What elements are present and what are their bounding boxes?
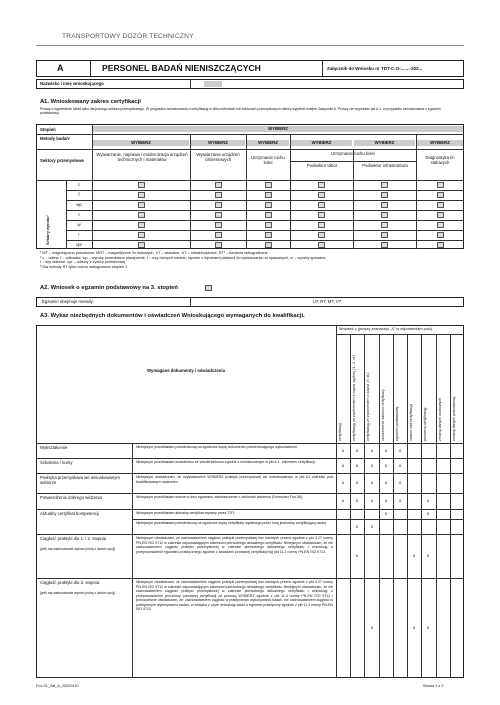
a3-mark[interactable]: x bbox=[355, 448, 359, 453]
a3-mark[interactable]: x bbox=[398, 463, 402, 468]
sector-checkbox[interactable] bbox=[265, 202, 272, 208]
sector-checkbox[interactable] bbox=[318, 212, 325, 218]
exam-value: UT, RT, MT, VT bbox=[312, 299, 342, 304]
a3-row-text: Niniejszym przedkładam ważne w dniu egzaminu zaświadczenie o zdolności widzenia (Formularz Fco-36). bbox=[136, 495, 304, 499]
sector-checkbox[interactable] bbox=[318, 242, 325, 248]
header-divider bbox=[36, 45, 464, 46]
footer-code: Fco-01_Zal_A_20200110 bbox=[36, 684, 79, 688]
section-title: PERSONEL BADAŃ NIENISZCZĄCYCH bbox=[102, 63, 261, 73]
row-label-wp: wp bbox=[76, 202, 82, 207]
attachment-number: Załącznik do Wniosku nr TDT-C-O-.......-202... bbox=[327, 66, 423, 71]
name-input[interactable] bbox=[204, 81, 222, 87]
a3-mark[interactable]: x bbox=[355, 498, 359, 503]
a3-col-head: zmianę danych osobowych bbox=[438, 397, 442, 441]
sub-head-infra: Podsektor infrastruktura bbox=[362, 163, 408, 168]
sector-checkbox[interactable] bbox=[265, 242, 272, 248]
metoda-select-5[interactable]: WYBIERZ bbox=[354, 140, 415, 146]
sector-checkbox[interactable] bbox=[138, 192, 145, 198]
sector-checkbox[interactable] bbox=[138, 242, 145, 248]
sector-checkbox[interactable] bbox=[215, 242, 222, 248]
a3-col-head: ponowną certyfikację bbox=[423, 407, 427, 441]
a3-mark[interactable]: x bbox=[384, 448, 388, 453]
a3-mark[interactable]: x bbox=[355, 480, 359, 485]
a3-mark[interactable]: x bbox=[412, 625, 416, 630]
wyroby-label: Sektory wyrobu² bbox=[46, 215, 50, 245]
metoda-select-3[interactable]: WYBIERZ bbox=[247, 140, 289, 146]
sector-checkbox[interactable] bbox=[318, 232, 325, 238]
a3-row-text: Niniejszym przedkładam potwierdzoną na zgodność kopię dokumentu potwierdzającego wykształcenie. bbox=[136, 445, 299, 449]
sector-checkbox[interactable] bbox=[215, 202, 222, 208]
a3-mark[interactable]: x bbox=[426, 553, 430, 558]
sub-head-tabor: Podsektor tabor bbox=[306, 163, 338, 168]
sector-checkbox[interactable] bbox=[381, 202, 388, 208]
a3-mark[interactable]: x bbox=[355, 553, 359, 558]
a3-mark[interactable]: x bbox=[355, 463, 359, 468]
sector-checkbox[interactable] bbox=[138, 232, 145, 238]
a3-mark[interactable]: x bbox=[398, 448, 402, 453]
a1-note: Proszę o wypełnienie tabeli tylko dla jednego sektora przemysłowego. W przypadku wnioskowania o certyfikację w kilku metodach lub sektorach przemysłowych należy wypełnić kolejne Załączniki A. Proszę nie wypełniać pkt A.1. w przypadku wnioskowania o egzamin podstawowy. bbox=[40, 107, 441, 116]
sector-checkbox[interactable] bbox=[265, 212, 272, 218]
metoda-select-6[interactable]: WYBIERZ bbox=[417, 140, 463, 146]
a3-col-head: certyfikację ze zwolnieniem z części (3. st.) bbox=[366, 372, 370, 441]
a3-mark[interactable]: x bbox=[370, 625, 374, 630]
a3-row-label: Ciągłość praktyki dla 1. i 2. stopnia bbox=[40, 536, 107, 541]
section-letter: A bbox=[57, 63, 64, 73]
a3-mark[interactable]: x bbox=[398, 498, 402, 503]
sector-checkbox[interactable] bbox=[437, 202, 444, 208]
a3-col-head: egzamin podstawowy bbox=[395, 406, 399, 441]
a3-col-head: rozszerzenie zakresu certyfikacji bbox=[381, 389, 385, 441]
a3-row-text: Niniejszym oświadczam, że zachowałam/em ciągłość praktyki przemysłowej bez istotnych przerw zgodnie z pkt 3.27 normy PN-EN ISO 9712 w zakresie odpowiadającym zakresowi pierwotnego aktualnego certyfikatu. Niniejszym oświadczam, że nie zachowałam/em ciągłość praktyki przemysłowej w zakresie pierwotnego aktualnego certyfikatu i wnioskuję o przeprowadzenie procedury ponownej certyfikacji za pomocą WYBIERZ zgodnie z pkt 11.3 normy PN-EN ISO 9712 i jednocześnie oświadczam, że: zachowałam/em ciągłość w praktycznym wykonywaniu badań. nie zachowałam/em ciągłość w praktycznym wykonywaniu badań, w związku z czym wnioskuję także o egzamin praktyczny zgodnie z pkt 11.3 normy PN-EN ISO 9712. bbox=[136, 580, 333, 611]
a2-title: A2. Wniosek o egzamin podstawowy na 3. stopień bbox=[40, 285, 178, 291]
sector-checkbox[interactable] bbox=[265, 222, 272, 228]
sector-checkbox[interactable] bbox=[437, 242, 444, 248]
sector-checkbox[interactable] bbox=[381, 182, 388, 188]
metoda-select-1[interactable]: WYBIERZ bbox=[93, 140, 189, 146]
sector-checkbox[interactable] bbox=[318, 222, 325, 228]
sector-checkbox[interactable] bbox=[381, 232, 388, 238]
footnote-1: ¹ MT – magnetyczno-proszkowe, MRT – magnetyczne lin stalowych, VT – wizualne, UT – ultradźwiękowe, RT³ – badania radiograficzne bbox=[40, 251, 268, 255]
footnote-3: ³ Dla metody RT tylko ocena radiogramów stopień 2. bbox=[40, 264, 129, 269]
a3-col-head: zmianę danych pracodawcy bbox=[452, 396, 456, 441]
sector-checkbox[interactable] bbox=[215, 222, 222, 228]
a3-mark[interactable]: x bbox=[426, 625, 430, 630]
a3-mark[interactable]: x bbox=[355, 524, 359, 529]
a3-mark[interactable]: x bbox=[426, 498, 430, 503]
row-label-t: t bbox=[78, 212, 80, 217]
sector-head-1: Wytwarzanie, naprawa i modernizacja urządzeń technicznych i materiałów bbox=[96, 152, 188, 163]
a3-row-text: Niniejszym oświadczam, że uzyskałam/em WYBIERZ praktyki przemysłowej we wnioskowanym w pkt A1 zakresie pod kwalifikowanym nadzorem. bbox=[136, 475, 333, 484]
sector-checkbox[interactable] bbox=[215, 212, 222, 218]
sector-checkbox[interactable] bbox=[215, 182, 222, 188]
a3-mark[interactable]: x bbox=[384, 511, 388, 516]
a3-mark[interactable]: x bbox=[370, 524, 374, 529]
sector-head-3: Utrzymanie ruchu kolei bbox=[251, 155, 285, 166]
sector-checkbox[interactable] bbox=[265, 192, 272, 198]
sector-head-5: Diagnostyka lin stalowych bbox=[425, 155, 455, 166]
metoda-select-4[interactable]: WYBIERZ bbox=[291, 140, 352, 146]
sector-checkbox[interactable] bbox=[437, 182, 444, 188]
a3-row-label: Szkolenia / kursy bbox=[40, 460, 73, 465]
sector-checkbox[interactable] bbox=[437, 192, 444, 198]
a3-row-sublabel: (jeśli ma zastosowanie wybrać jedną z dwóch opcji) bbox=[40, 547, 116, 551]
a3-col-head: certyfikację ze zwolnieniem z części ogólnej (1., 2. st.) bbox=[352, 354, 356, 441]
sector-checkbox[interactable] bbox=[381, 242, 388, 248]
row-label-c: c bbox=[77, 182, 81, 187]
a3-row-text: Niniejszym przedkładam potwierdzoną na zgodność kopię certyfikatu wydanego przez inną jednostkę certyfikującą osoby. bbox=[136, 521, 327, 525]
a3-mark[interactable]: x bbox=[370, 498, 374, 503]
a3-row-text: Niniejszym przedkładam aktualny certyfikat wydany przez TDT. bbox=[136, 511, 235, 515]
a3-mark[interactable]: x bbox=[341, 463, 345, 468]
row-label-cpr: cpr bbox=[76, 242, 82, 247]
sector-checkbox[interactable] bbox=[437, 232, 444, 238]
a3-title: A3. Wykaz niezbędnych dokumentów i oświadczeń Wnioskującego wymaganych do kwalifikacji. bbox=[40, 313, 305, 319]
a3-row-text: Niniejszym przedkładam świadectwo ze szkolenia/kursu zgodne z wnioskowanym w pkt A.1. zakresem certyfikacji. bbox=[136, 460, 316, 464]
sector-checkbox[interactable] bbox=[437, 212, 444, 218]
sector-checkbox[interactable] bbox=[318, 202, 325, 208]
sector-checkbox[interactable] bbox=[381, 222, 388, 228]
footnote-2: ² c – odlew, f – odkuwka, wp – wyroby przerabiane plastycznie, t – rury różnych średnic, łącznie z wyrobami płaskimi do wytwarzania rur spawanych, w – wyroby spawane, bbox=[40, 255, 327, 260]
stopien-label: Stopień bbox=[40, 127, 56, 132]
sector-checkbox[interactable] bbox=[318, 182, 325, 188]
a3-mark[interactable]: x bbox=[384, 498, 388, 503]
a3-col-head: nadzór nad certyfikacją bbox=[409, 404, 413, 441]
metoda-select-2[interactable]: WYBIERZ bbox=[191, 140, 245, 146]
sector-checkbox[interactable] bbox=[215, 232, 222, 238]
exam-label: Egzamin obejmuje metody: bbox=[42, 299, 94, 304]
sector-checkbox[interactable] bbox=[318, 192, 325, 198]
row-label-r: r bbox=[78, 232, 80, 237]
sector-head-2: Wytwarzanie urządzeń ciśnieniowych bbox=[196, 152, 240, 163]
metody-label: Metody badań¹ bbox=[40, 136, 71, 141]
a2-checkbox[interactable] bbox=[205, 285, 212, 291]
sector-checkbox[interactable] bbox=[138, 182, 145, 188]
a3-mark[interactable]: x bbox=[384, 463, 388, 468]
a3-row-label: Ciągłość praktyki dla 3. stopnia bbox=[40, 580, 100, 585]
sector-checkbox[interactable] bbox=[437, 222, 444, 228]
a3-col-head: certyfikację bbox=[338, 423, 342, 441]
sector-checkbox[interactable] bbox=[138, 222, 145, 228]
stopien-select[interactable]: WYBIERZ bbox=[93, 126, 463, 132]
a3-mark[interactable]: x bbox=[370, 480, 374, 485]
a3-wniosek-head: Wniosek o (proszę zaznaczyć „X” w odpowiednim polu) bbox=[339, 327, 433, 331]
a1-title: A1. Wnioskowany zakres certyfikacji bbox=[40, 99, 141, 105]
footer-page: Strona 1 z 2 bbox=[423, 684, 444, 688]
a3-mark[interactable]: x bbox=[341, 480, 345, 485]
row-label-f: f bbox=[78, 192, 80, 197]
sector-checkbox[interactable] bbox=[138, 202, 145, 208]
sector-head-4: Utrzymanie ruchu kolei bbox=[331, 151, 375, 156]
footnote-2b: r – liny stalowe, cpr – odlewy z żywicy polimerowej bbox=[40, 260, 126, 265]
name-label: Nazwisko i imię wnioskującego bbox=[40, 81, 104, 86]
a3-mark[interactable]: x bbox=[370, 463, 374, 468]
sector-checkbox[interactable] bbox=[215, 192, 222, 198]
a1-footnotes bbox=[40, 251, 460, 269]
a3-row-text: Niniejszym oświadczam, że zachowałam/em ciągłość praktyki przemysłowej bez istotnych przerw zgodnie z pkt 3.27 normy PN-EN ISO 9712 w zakresie odpowiadającym zakresowi pierwotnego aktualnego certyfikatu. Niniejszym oświadczam, że nie zachowałam/em ciągłość praktyki przemysłowej w zakresie pierwotnego aktualnego certyfikatu i wnioskuję o przeprowadzenie egzaminu praktycznego zgodnie z zasadami ponownej certyfikacji wg pkt 11.2 normy PN-EN ISO 9712. bbox=[136, 536, 333, 554]
a3-docs-head: Wymagane dokumenty i oświadczenia bbox=[146, 368, 225, 373]
a3-mark[interactable]: x bbox=[398, 480, 402, 485]
sector-checkbox[interactable] bbox=[265, 232, 272, 238]
a3-row-label: Praktyka przemysłowa we wnioskowanym sektorze bbox=[40, 475, 120, 486]
a3-row-label: Wykształcenie bbox=[40, 445, 68, 450]
sektory-label: Sektory przemysłowe bbox=[40, 158, 84, 163]
a3-mark[interactable]: x bbox=[341, 448, 345, 453]
a3-row-label: Aktualny certyfikat kompetencji bbox=[40, 511, 99, 516]
a3-mark[interactable]: x bbox=[341, 498, 345, 503]
a3-row-sublabel: (jeśli ma zastosowanie wybrać jedną z dwóch opcji) bbox=[40, 591, 116, 595]
sector-checkbox[interactable] bbox=[138, 212, 145, 218]
sector-checkbox[interactable] bbox=[381, 192, 388, 198]
a3-row-label: Potwierdzenie dobrego widzenia bbox=[40, 495, 102, 500]
a3-mark[interactable]: x bbox=[370, 448, 374, 453]
sector-checkbox[interactable] bbox=[265, 182, 272, 188]
a3-mark[interactable]: x bbox=[384, 480, 388, 485]
header-title: TRANSPORTOWY DOZÓR TECHNICZNY bbox=[62, 33, 194, 40]
row-label-w: w bbox=[77, 222, 81, 227]
a3-mark[interactable]: x bbox=[426, 511, 430, 516]
sector-checkbox[interactable] bbox=[381, 212, 388, 218]
a3-mark[interactable]: x bbox=[412, 553, 416, 558]
